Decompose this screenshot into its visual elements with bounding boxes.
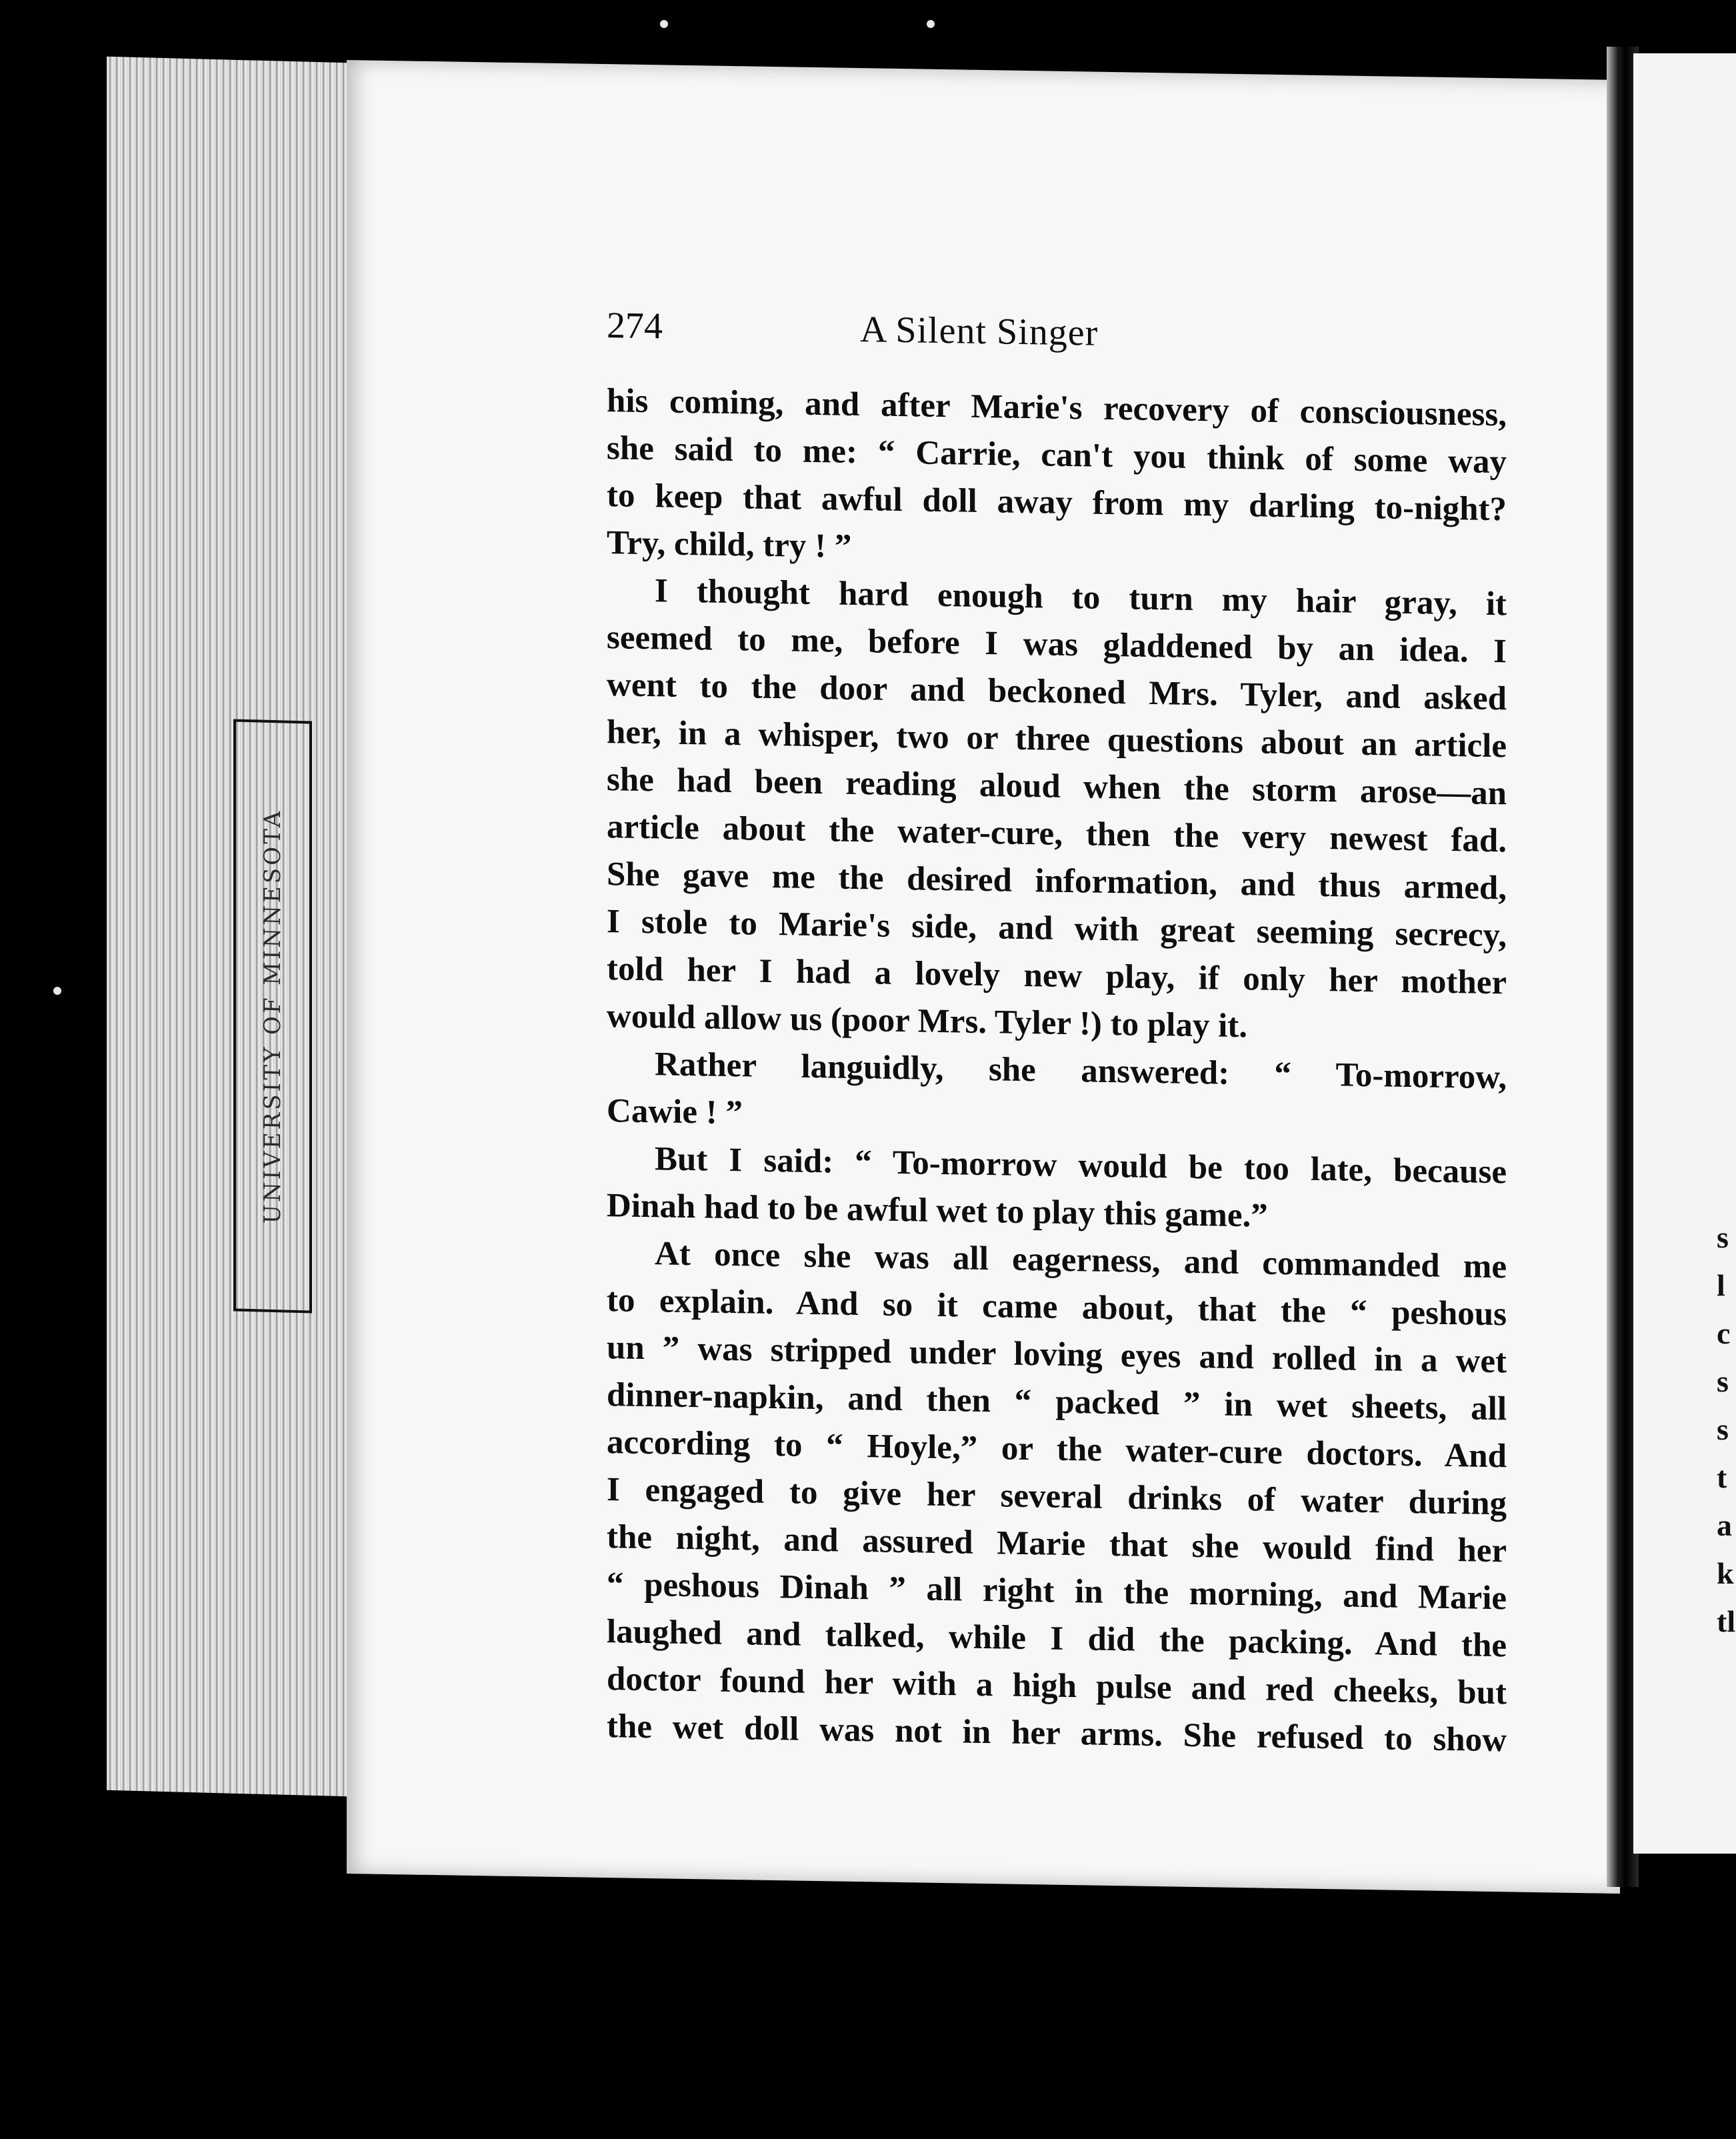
text-line: Rather languidly, she answered: “ To-morrow, <box>655 1045 1507 1097</box>
facing-fragment: s <box>1717 1220 1729 1254</box>
text-line: At once she was all eagerness, and commanded me <box>655 1235 1507 1286</box>
facing-fragment: k <box>1717 1556 1734 1590</box>
text-line: I engaged to give her several drinks of water during <box>607 1471 1507 1523</box>
book-page <box>347 60 1620 1894</box>
facing-fragment: a <box>1717 1508 1732 1542</box>
text-line: But I said: “ To-morrow would be too late, because <box>655 1140 1507 1192</box>
facing-fragment: s <box>1717 1412 1729 1446</box>
text-line: his coming, and after Marie's recovery of consciousness, <box>607 382 1507 434</box>
scan-speck <box>660 20 668 28</box>
page-text-block <box>607 304 1507 1764</box>
scan-speck <box>53 987 61 995</box>
page-number: 274 <box>607 305 663 347</box>
facing-fragment: c <box>1717 1316 1731 1350</box>
facing-fragment: l <box>1717 1268 1725 1302</box>
library-stamp <box>233 719 312 1313</box>
text-line: according to “ Hoyle,” or the water-cure doctors. And <box>607 1424 1507 1476</box>
facing-page-fragments <box>1717 1214 1735 1646</box>
text-line: she said to me: “ Carrie, can't you think of some way <box>607 429 1507 481</box>
text-line: un ” was stripped under loving eyes and rolled in a wet <box>607 1329 1507 1381</box>
facing-fragment: tl <box>1717 1604 1736 1638</box>
text-line: to explain. And so it came about, that the “ peshous <box>607 1282 1507 1334</box>
text-line: went to the door and beckoned Mrs. Tyler, and asked <box>607 666 1507 718</box>
text-line: Dinah had to be awful wet to play this game.” <box>607 1187 1268 1235</box>
text-line: I thought hard enough to turn my hair gray, it <box>655 572 1507 623</box>
page-header <box>607 304 1507 391</box>
text-line: I stole to Marie's side, and with great seeming secrecy, <box>607 903 1507 955</box>
text-line: the wet doll was not in her arms. She refused to show <box>607 1708 1507 1760</box>
facing-fragment: s <box>1717 1364 1729 1398</box>
text-line: she had been reading aloud when the storm arose—an <box>607 761 1507 813</box>
text-line: Try, child, try ! ” <box>607 524 852 565</box>
library-stamp-text: UNIVERSITY OF MINNESOTA <box>259 808 286 1224</box>
text-line: told her I had a lovely new play, if only her mother <box>607 950 1507 1002</box>
running-title: A Silent Singer <box>860 309 1099 354</box>
text-line: She gave me the desired information, and thus armed, <box>607 855 1507 907</box>
text-line: the night, and assured Marie that she would find her <box>607 1518 1507 1570</box>
text-line: would allow us (poor Mrs. Tyler !) to play it. <box>607 997 1248 1045</box>
text-line: article about the water-cure, then the very newest fad. <box>607 808 1507 860</box>
text-line: dinner-napkin, and then “ packed ” in wet sheets, all <box>607 1376 1507 1428</box>
text-line: Cawie ! ” <box>607 1092 743 1132</box>
facing-fragment: t <box>1717 1460 1727 1494</box>
scan-speck <box>927 20 935 28</box>
text-line: to keep that awful doll away from my darling to-night? <box>607 477 1507 529</box>
text-line: laughed and talked, while I did the packing. And the <box>607 1613 1507 1665</box>
text-line: doctor found her with a high pulse and red cheeks, but <box>607 1660 1507 1712</box>
text-line: her, in a whisper, two or three questions about an article <box>607 713 1507 765</box>
text-line: “ peshous Dinah ” all right in the morning, and Marie <box>607 1566 1507 1618</box>
text-line: seemed to me, before I was gladdened by an idea. I <box>607 619 1507 671</box>
